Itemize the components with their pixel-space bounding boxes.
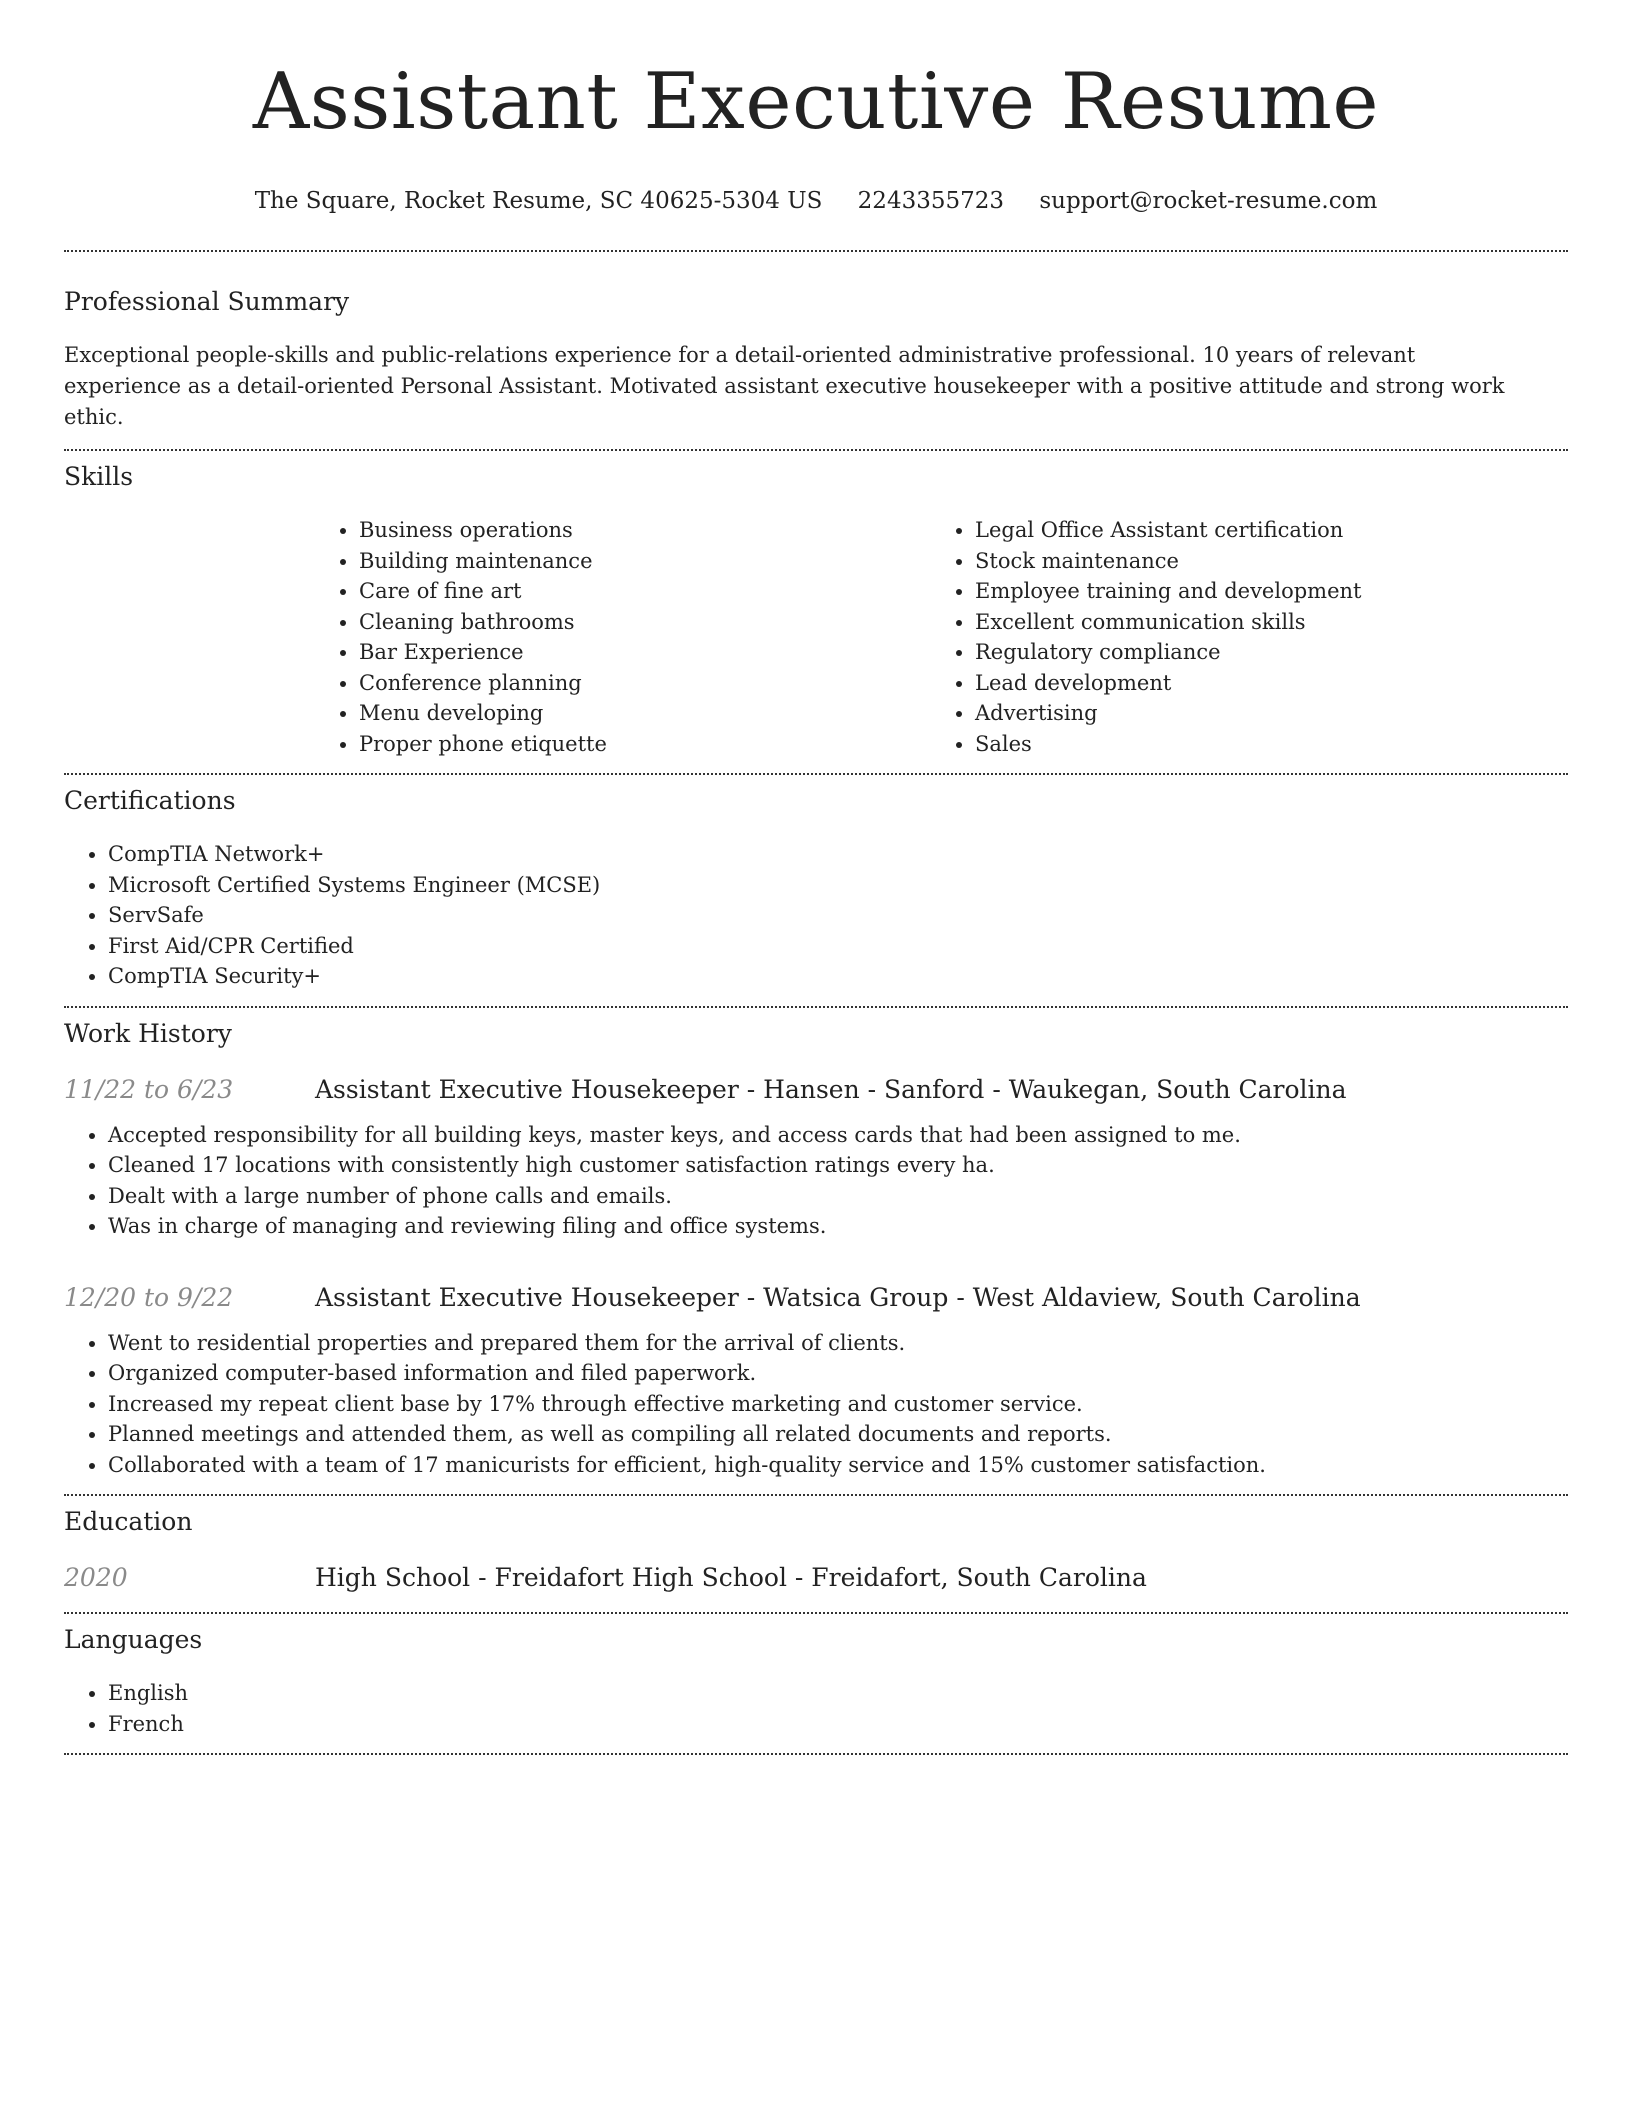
job-bullet: • Dealt with a large number of phone calls and emails. [108,1181,1568,1212]
languages-section [64,1614,1568,1753]
skill-item: • Proper phone etiquette [359,729,931,760]
job-entry [64,1074,1568,1242]
contact-line [64,186,1568,216]
summary-text: Exceptional people-skills and public-relations experience for a detail-oriented administrative professional. 10 years of relevant experience as a detail-oriented Personal Assistant. Motivated assistant executive housekeeper with a positive attitude and strong work ethic. [64,343,1505,429]
languages-list [64,1678,1568,1739]
certifications-list [64,839,1568,992]
job-title: Assistant Executive Housekeeper - Hansen - Sanford - Waukegan, South Carolina [315,1074,1347,1104]
skill-item: • Lead development [975,668,1547,699]
education-title: High School - Freidafort High School - Freidafort, South Carolina [315,1563,1147,1592]
skill-item: • Legal Office Assistant certification [975,515,1547,546]
skills-left-list [315,515,931,759]
skill-item: • Advertising [975,698,1547,729]
skill-item: • Bar Experience [359,637,931,668]
skill-item: • Employee training and development [975,576,1547,607]
certification-item: • CompTIA Security+ [108,961,1568,992]
education-heading: Education [64,1507,193,1536]
certification-item: • Microsoft Certified Systems Engineer (MCSE) [108,870,1568,901]
job-entry [64,1282,1568,1481]
summary-heading: Professional Summary [64,287,350,316]
job-dates: 12/20 to 9/22 [64,1282,234,1312]
education-year: 2020 [64,1563,128,1592]
skill-item: • Conference planning [359,668,931,699]
certifications-section [64,775,1568,1006]
skills-heading: Skills [64,462,134,491]
contact-address: The Square, Rocket Resume, SC 40625-5304 US [254,188,823,214]
work-section [64,1008,1568,1495]
job-header [64,1282,1568,1314]
job-bullet: • Accepted responsibility for all building keys, master keys, and access cards that had been assigned to me. [108,1120,1568,1151]
language-item: • English [108,1678,1568,1709]
section-divider [64,1753,1568,1755]
job-dates: 11/22 to 6/23 [64,1074,234,1104]
skills-columns [315,515,1568,759]
certification-item: • CompTIA Network+ [108,839,1568,870]
skill-item: • Menu developing [359,698,931,729]
work-heading: Work History [64,1018,232,1048]
skill-item: • Regulatory compliance [975,637,1547,668]
languages-heading: Languages [64,1625,203,1654]
job-bullet: • Went to residential properties and prepared them for the arrival of clients. [108,1328,1568,1359]
job-bullet: • Collaborated with a team of 17 manicurists for efficient, high-quality service and 15% customer satisfaction. [108,1450,1568,1481]
education-entry [64,1562,1568,1594]
skill-item: • Stock maintenance [975,546,1547,577]
resume-title: Assistant Executive Resume [252,57,1380,147]
certification-item: • First Aid/CPR Certified [108,931,1568,962]
job-bullet: • Planned meetings and attended them, as well as compiling all related documents and reports. [108,1419,1568,1450]
contact-phone: 2243355723 [857,188,1005,214]
skills-left-column [315,515,931,759]
skills-right-list [931,515,1547,759]
certification-item: • ServSafe [108,900,1568,931]
skills-right-column [931,515,1547,759]
skill-item: • Building maintenance [359,546,931,577]
job-bullet: • Was in charge of managing and reviewing filing and office systems. [108,1211,1568,1242]
job-bullet: • Organized computer-based information and filed paperwork. [108,1358,1568,1389]
contact-email: support@rocket-resume.com [1039,188,1378,214]
certifications-heading: Certifications [64,786,236,815]
skills-section [64,451,1568,773]
job-title: Assistant Executive Housekeeper - Watsica Group - West Aldaview, South Carolina [315,1282,1361,1312]
skill-item: • Excellent communication skills [975,607,1547,638]
language-item: • French [108,1709,1568,1740]
skill-item: • Business operations [359,515,931,546]
skill-item: • Sales [975,729,1547,760]
job-bullets [64,1328,1568,1481]
summary-section [64,252,1568,449]
job-bullet: • Cleaned 17 locations with consistently high customer satisfaction ratings every ha. [108,1150,1568,1181]
job-header [64,1074,1568,1106]
job-bullet: • Increased my repeat client base by 17% through effective marketing and customer service. [108,1389,1568,1420]
skill-item: • Care of fine art [359,576,931,607]
skill-item: • Cleaning bathrooms [359,607,931,638]
job-bullets [64,1120,1568,1242]
education-section [64,1496,1568,1612]
